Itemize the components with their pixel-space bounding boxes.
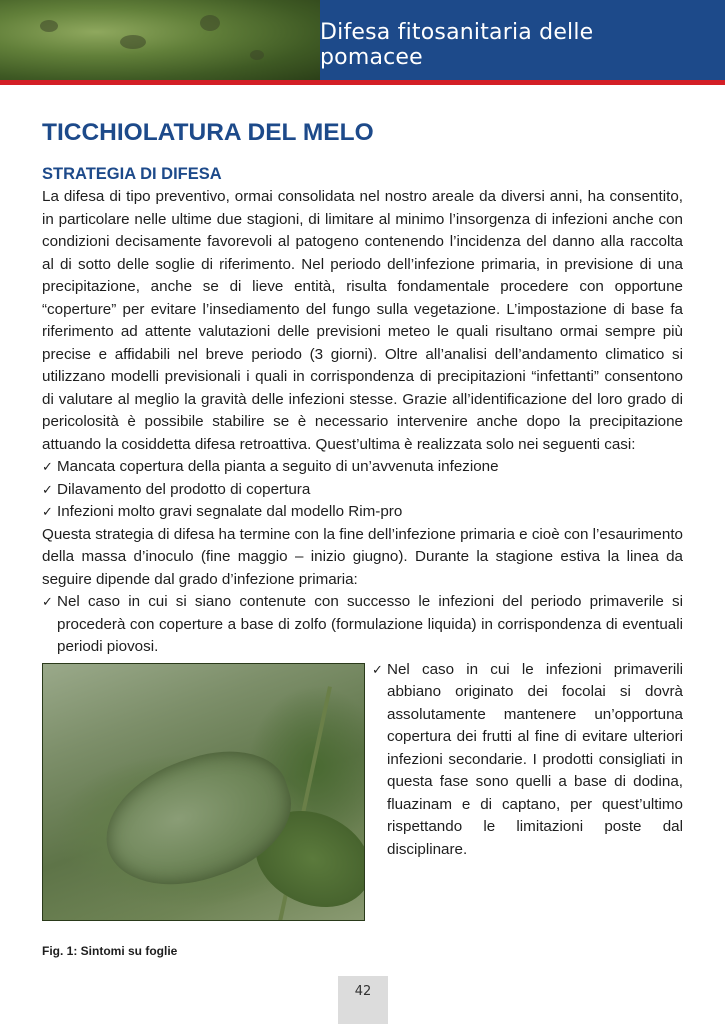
list-item-text: Nel caso in cui le infezioni primaverili abbiano originato dei focolai si dovrà assolutamente mantenere un’opportuna copertura dei frutti al fine di evitare ulteriori infezioni secondarie. I prodotti consigliati in questa fase sono quelli a base di dodina, fluazinam e di captano, per quest’ultimo rispettando le limitazioni poste dal disciplinare. bbox=[387, 660, 683, 858]
header-leaf-photo bbox=[0, 0, 320, 80]
list-item-text: Infezioni molto gravi segnalate dal modello Rim-pro bbox=[57, 503, 403, 520]
paragraph-intro: La difesa di tipo preventivo, ormai consolidata nel nostro areale da diversi anni, ha consentito, in particolare nelle ultime due stagioni, di limitare al minimo l’insorgenza di infezioni anche con condizioni decisamente favorevoli al patogeno contenendo l’incidenza del danno alla raccolta al di sotto delle soglie di riferimento. Nel periodo dell’infezione primaria, in previsione di una precipitazione, anche se di lieve entità, risulta fondamentale procedere con opportune “coperture” per evitare l’insediamento del fungo sulla vegetazione. L’impostazione di base fa riferimento ad attente valutazioni delle previsioni meteo le quali risultano ormai sempre più precise e affidabili nel breve periodo (3 giorni). Oltre all’analisi dell’andamento climatico si utilizzano modelli previsionali i quali in corrispondenza di precipitazioni “infettanti” consentono di valutare al meglio la gravità delle infezioni stesse. Grazie all’identificazione del loro grado di pericolosità è possibile stabilire se è necessario intervenire anche dopo la precipitazione attuando la cosiddetta difesa retroattiva. Quest’ultima è realizzata solo nei seguenti casi: bbox=[42, 188, 683, 453]
list-item-text: Dilavamento del prodotto di copertura bbox=[57, 480, 311, 498]
article-title: TICCHIOLATURA DEL MELO bbox=[42, 119, 374, 146]
page-number-box bbox=[338, 976, 388, 1024]
check-icon: ✓ bbox=[42, 459, 53, 474]
header-red-rule bbox=[0, 80, 725, 85]
article-content bbox=[42, 118, 683, 931]
list-item bbox=[42, 479, 683, 502]
list-item bbox=[42, 591, 683, 659]
scab-leaf-photo bbox=[42, 663, 365, 921]
check-icon: ✓ bbox=[42, 594, 53, 609]
figure-container bbox=[42, 663, 365, 931]
list-item-text: Mancata copertura della pianta a seguito di un’avvenuta infezione bbox=[57, 458, 499, 475]
list-item bbox=[42, 501, 683, 524]
paragraph-strategy: Questa strategia di difesa ha termine con la fine dell’infezione primaria e cioè con l’esaurimento della massa d’inoculo (fine maggio – inizio giugno). Durante la stagione estiva la linea da seguire dipende dal grado d’infezione primaria: bbox=[42, 525, 683, 588]
section-title: STRATEGIA DI DIFESA bbox=[42, 165, 222, 183]
list-item bbox=[42, 456, 683, 479]
header-title: Difesa fitosanitaria delle pomacee bbox=[320, 20, 594, 70]
page-number: 42 bbox=[354, 984, 372, 999]
page-header bbox=[0, 0, 725, 86]
list-item-text: Nel caso in cui si siano contenute con successo le infezioni del periodo primaverile si procederà con coperture a base di zolfo (formulazione liquida) in corrispondenza di eventuali periodi piovosi. bbox=[57, 593, 683, 655]
list-item bbox=[372, 659, 683, 862]
check-icon: ✓ bbox=[42, 504, 53, 519]
check-icon: ✓ bbox=[372, 661, 383, 677]
header-title-band bbox=[320, 0, 725, 80]
check-icon: ✓ bbox=[42, 481, 53, 497]
figure-caption: Fig. 1: Sintomi su foglie bbox=[42, 944, 178, 958]
